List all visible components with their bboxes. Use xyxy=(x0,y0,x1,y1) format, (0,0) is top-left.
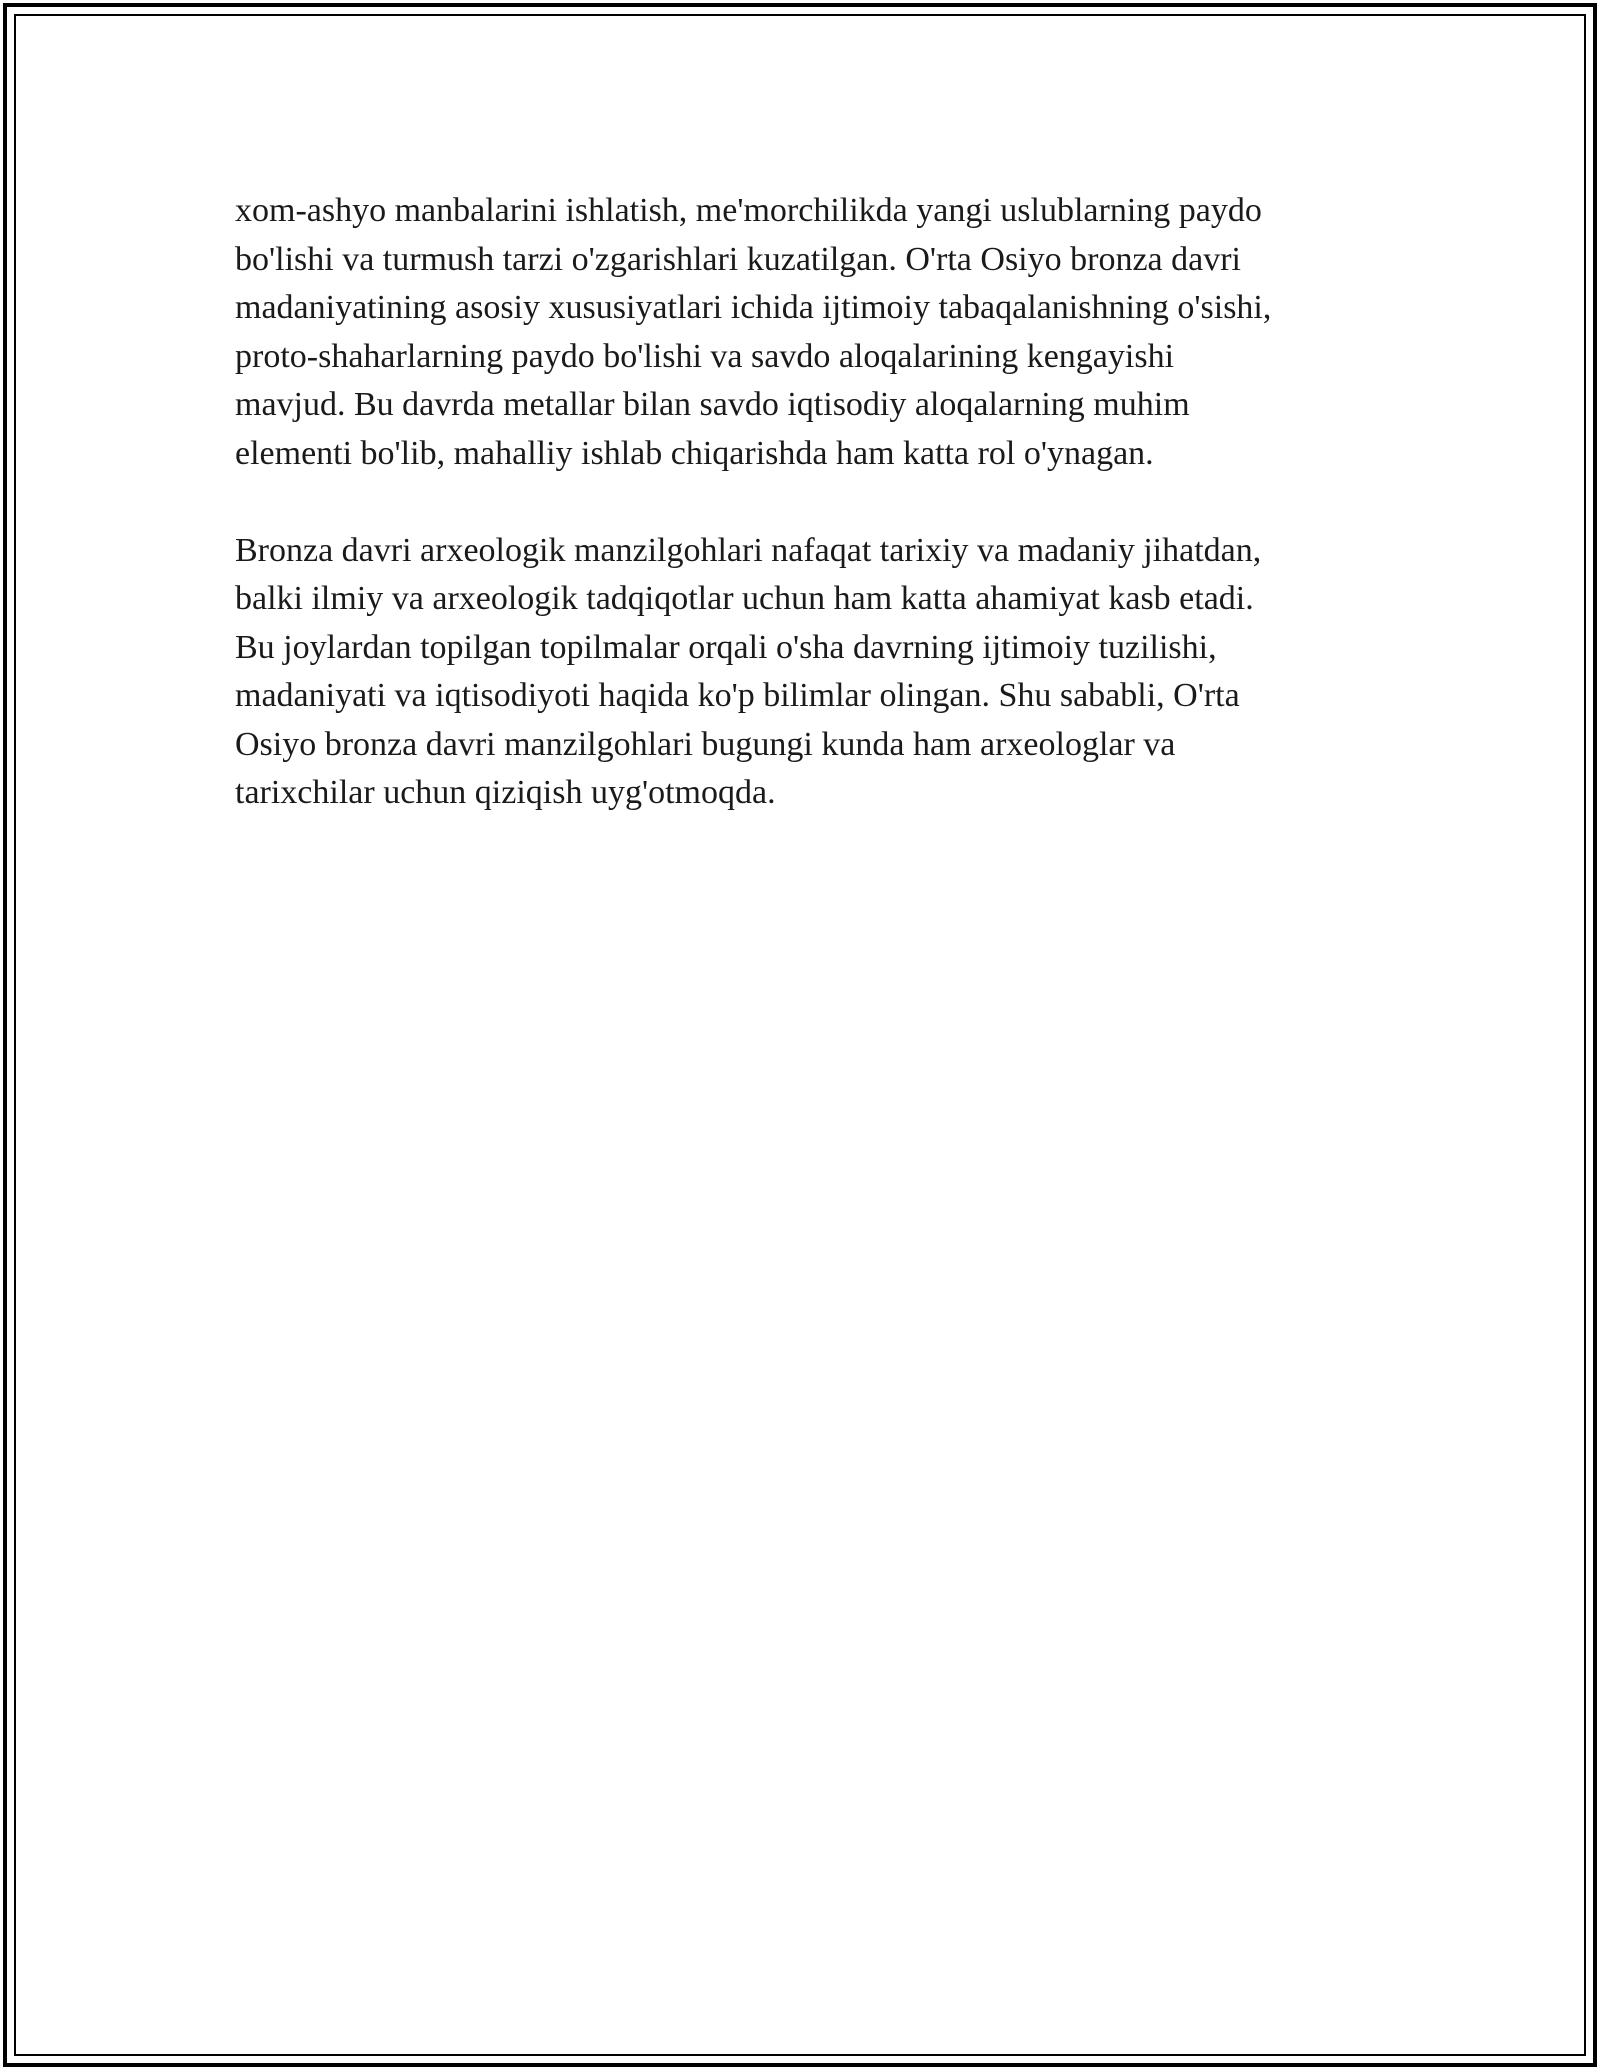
paragraph-1 xyxy=(235,187,1375,478)
text-line: xom-ashyo manbalarini ishlatish, me'morchilikda yangi uslublarning paydo xyxy=(235,192,1262,229)
text-line: elementi bo'lib, mahalliy ishlab chiqarishda ham katta rol o'ynagan. xyxy=(235,434,1154,472)
text-line: Bu joylardan topilgan topilmalar orqali o'sha davrning ijtimoiy tuzilishi, xyxy=(235,628,1217,666)
paragraph-2 xyxy=(235,527,1375,818)
text-line: mavjud. Bu davrda metallar bilan savdo iqtisodiy aloqalarning muhim xyxy=(235,386,1190,423)
text-line: madaniyatining asosiy xususiyatlari ichida ijtimoiy tabaqalanishning o'sishi, xyxy=(235,289,1272,326)
text-line: madaniyati va iqtisodiyoti haqida ko'p bilimlar olingan. Shu sababli, O'rta xyxy=(235,677,1240,714)
text-line: proto-shaharlarning paydo bo'lishi va savdo aloqalarining kengayishi xyxy=(235,337,1175,375)
text-line: balki ilmiy va arxeologik tadqiqotlar uchun ham katta ahamiyat kasb etadi. xyxy=(235,580,1254,617)
text-line: bo'lishi va turmush tarzi o'zgarishlari kuzatilgan. O'rta Osiyo bronza davri xyxy=(235,240,1241,278)
document-body xyxy=(235,187,1375,818)
text-line: Bronza davri arxeologik manzilgohlari nafaqat tarixiy va madaniy jihatdan, xyxy=(235,531,1262,569)
text-line: tarixchilar uchun qiziqish uyg'otmoqda. xyxy=(235,774,776,811)
text-line: Osiyo bronza davri manzilgohlari bugungi kunda ham arxeologlar va xyxy=(235,725,1176,763)
